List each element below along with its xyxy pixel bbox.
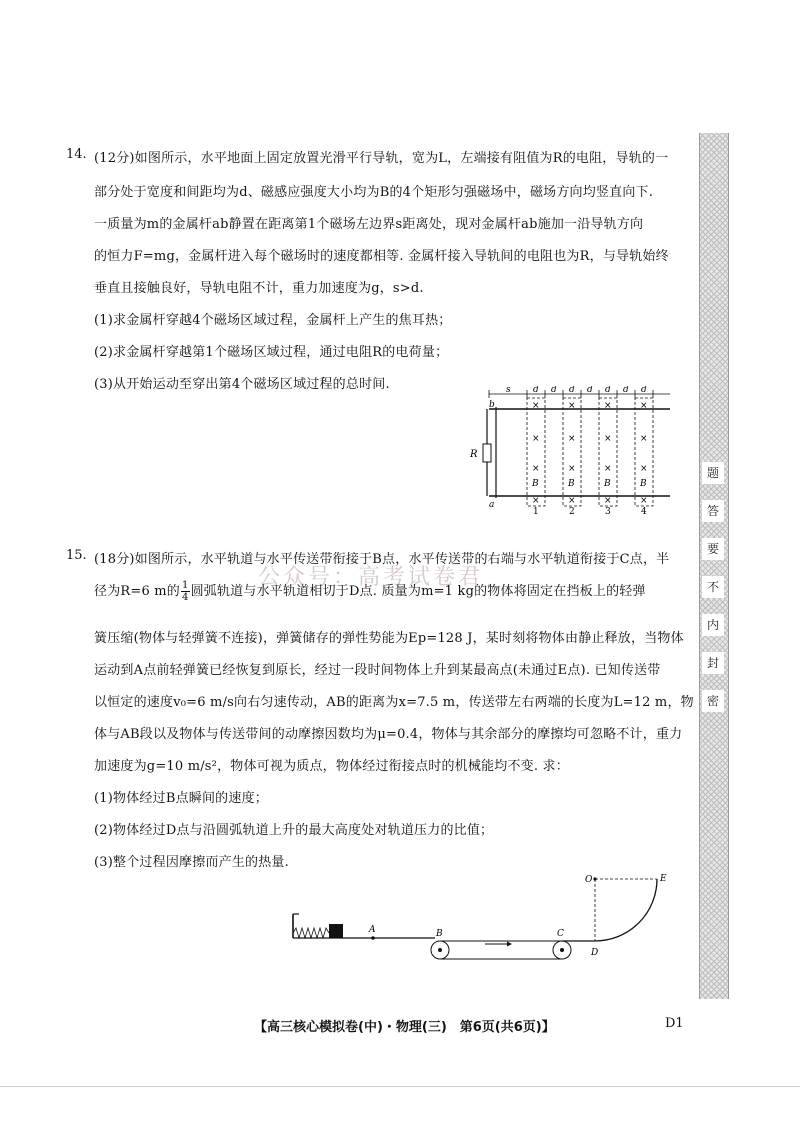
zone-number-3: 3 <box>605 507 611 516</box>
zone1-cross-2: × <box>532 434 540 444</box>
q14-R-label: R <box>470 449 478 460</box>
magnetic-zone-2 <box>563 398 581 506</box>
q14-number: 14. <box>66 147 87 162</box>
seal-label-1: 密 <box>702 690 724 712</box>
zone4-B: B <box>640 479 647 489</box>
q15-sub-1: (1)物体经过B点瞬间的速度； <box>94 791 268 806</box>
resistor-symbol <box>483 444 491 462</box>
zone4-cross-3: × <box>640 464 648 474</box>
q15-line-2-pre: 径为R=6 m的 <box>94 584 181 599</box>
q15-line-1: (18分)如图所示，水平轨道与水平传送带衔接于B点，水平传送带的右端与水平轨道衔接于C点，半 <box>94 552 670 567</box>
zone4-cross-1: × <box>640 401 648 411</box>
q15-line-2 <box>94 580 646 603</box>
q15-line-3: 簧压缩(物体与轻弹簧不连接)，弹簧储存的弹性势能为Ep=128 J，某时刻将物体由静止释放，当物体 <box>94 631 684 646</box>
magnetic-zone-3 <box>599 398 617 506</box>
q14-a-label: a <box>489 500 495 510</box>
seal-label-6: 答 <box>702 500 724 522</box>
q14-d-label-1: d <box>533 386 539 395</box>
q14-d-label-5: d <box>605 386 611 395</box>
seal-label-4: 不 <box>702 576 724 598</box>
q14-line-5: 垂直且接触良好，导轨电阻不计，重力加速度为g，s>d. <box>94 281 424 296</box>
q15-sub-2: (2)物体经过D点与沿圆弧轨道上升的最大高度处对轨道压力的比值； <box>94 823 494 838</box>
q14-s-label: s <box>506 386 511 395</box>
zone2-cross-4: × <box>568 496 576 506</box>
zone4-cross-4: × <box>640 496 648 506</box>
quarter-arc-track <box>595 879 657 941</box>
zone2-B: B <box>568 479 575 489</box>
q15-line-5: 以恒定的速度v₀=6 m/s向右匀速传动，AB的距离为x=7.5 m，传送带左右两端的长度为L=12 m，物 <box>94 695 694 710</box>
bottom-divider <box>0 1086 800 1087</box>
q15-line-4: 运动到A点前轻弹簧已经恢复到原长，经过一段时间物体上升到某最高点(未通过E点). 已知传送带 <box>94 663 661 678</box>
watermark: 公众号：高考试卷君 <box>258 565 484 590</box>
zone-number-2: 2 <box>569 507 575 516</box>
q14-figure <box>470 386 690 516</box>
q14-line-3: 一质量为m的金属杆ab静置在距离第1个磁场左边界s距离处，现对金属杆ab施加一沿导轨方向 <box>94 217 644 232</box>
q15-line-2-post: 圆弧轨道与水平轨道相切于D点. 质量为m=1 kg的物体将固定在挡板上的轻弹 <box>190 584 646 599</box>
q15-figure <box>285 868 685 968</box>
q15-sub-3: (3)整个过程因摩擦而产生的热量. <box>94 855 289 870</box>
page-footer: 【高三核心模拟卷(中)・物理(三) 第6页(共6页)】 <box>254 1020 555 1035</box>
q14-sub-3: (3)从开始运动至穿出第4个磁场区域过程的总时间. <box>94 377 390 392</box>
q14-b-label: b <box>489 400 495 410</box>
quarter-fraction: $\frac{1}{4}$ <box>182 580 189 603</box>
zone1-cross-4: × <box>532 496 540 506</box>
zone1-cross-1: × <box>532 401 540 411</box>
seal-label-2: 封 <box>702 652 724 674</box>
point-B-label: B <box>436 929 443 939</box>
point-C-label: C <box>557 929 564 939</box>
q15-number: 15. <box>66 548 87 563</box>
paper-code: D1 <box>665 1016 684 1031</box>
q14-line-2: 部分处于宽度和间距均为d、磁感应强度大小均为B的4个矩形匀强磁场中，磁场方向均竖直向下. <box>94 185 654 200</box>
q14-d-label-3: d <box>569 386 575 395</box>
block-object <box>329 924 343 938</box>
seal-label-3: 内 <box>702 614 724 636</box>
zone3-cross-1: × <box>604 401 612 411</box>
zone3-cross-3: × <box>604 464 612 474</box>
zone2-cross-3: × <box>568 464 576 474</box>
seal-label-5: 要 <box>702 538 724 560</box>
point-D-label: D <box>591 948 599 958</box>
magnetic-zone-4 <box>635 398 653 506</box>
q14-sub-2: (2)求金属杆穿越第1个磁场区域过程，通过电阻R的电荷量； <box>94 345 449 360</box>
point-O-label: O <box>585 875 593 885</box>
zone4-cross-2: × <box>640 434 648 444</box>
spring-symbol <box>293 928 329 938</box>
zone2-cross-1: × <box>568 401 576 411</box>
zone3-B: B <box>604 479 611 489</box>
zone-number-1: 1 <box>533 507 539 516</box>
zone2-cross-2: × <box>568 434 576 444</box>
q14-d-label-6: d <box>623 386 629 395</box>
point-E-label: E <box>660 874 667 884</box>
q14-d-label-4: d <box>587 386 593 395</box>
q14-d-label-7: d <box>641 386 647 395</box>
q14-line-4: 的恒力F=mg，金属杆进入每个磁场时的速度都相等. 金属杆接入导轨间的电阻也为R，与导轨始终 <box>94 249 669 264</box>
seal-label-7: 题 <box>702 462 724 484</box>
zone1-cross-3: × <box>532 464 540 474</box>
zone3-cross-2: × <box>604 434 612 444</box>
zone3-cross-4: × <box>604 496 612 506</box>
magnetic-zone-1 <box>527 398 545 506</box>
q14-sub-1: (1)求金属杆穿越4个磁场区域过程，金属杆上产生的焦耳热； <box>94 313 452 328</box>
q14-d-label-2: d <box>551 386 557 395</box>
q15-line-6: 体与AB段以及物体与传送带间的动摩擦因数均为μ=0.4，物体与其余部分的摩擦均可忽略不计，重力 <box>94 727 683 742</box>
q14-line-1: (12分)如图所示，水平地面上固定放置光滑平行导轨，宽为L，左端接有阻值为R的电阻，导轨的一 <box>94 151 669 166</box>
zone1-B: B <box>532 479 539 489</box>
seal-sidebar <box>699 133 729 999</box>
point-A-label: A <box>369 925 376 935</box>
q15-line-7: 加速度为g=10 m/s²，物体可视为质点，物体经过衔接点时的机械能均不变. 求： <box>94 759 569 774</box>
zone-number-4: 4 <box>641 507 647 516</box>
